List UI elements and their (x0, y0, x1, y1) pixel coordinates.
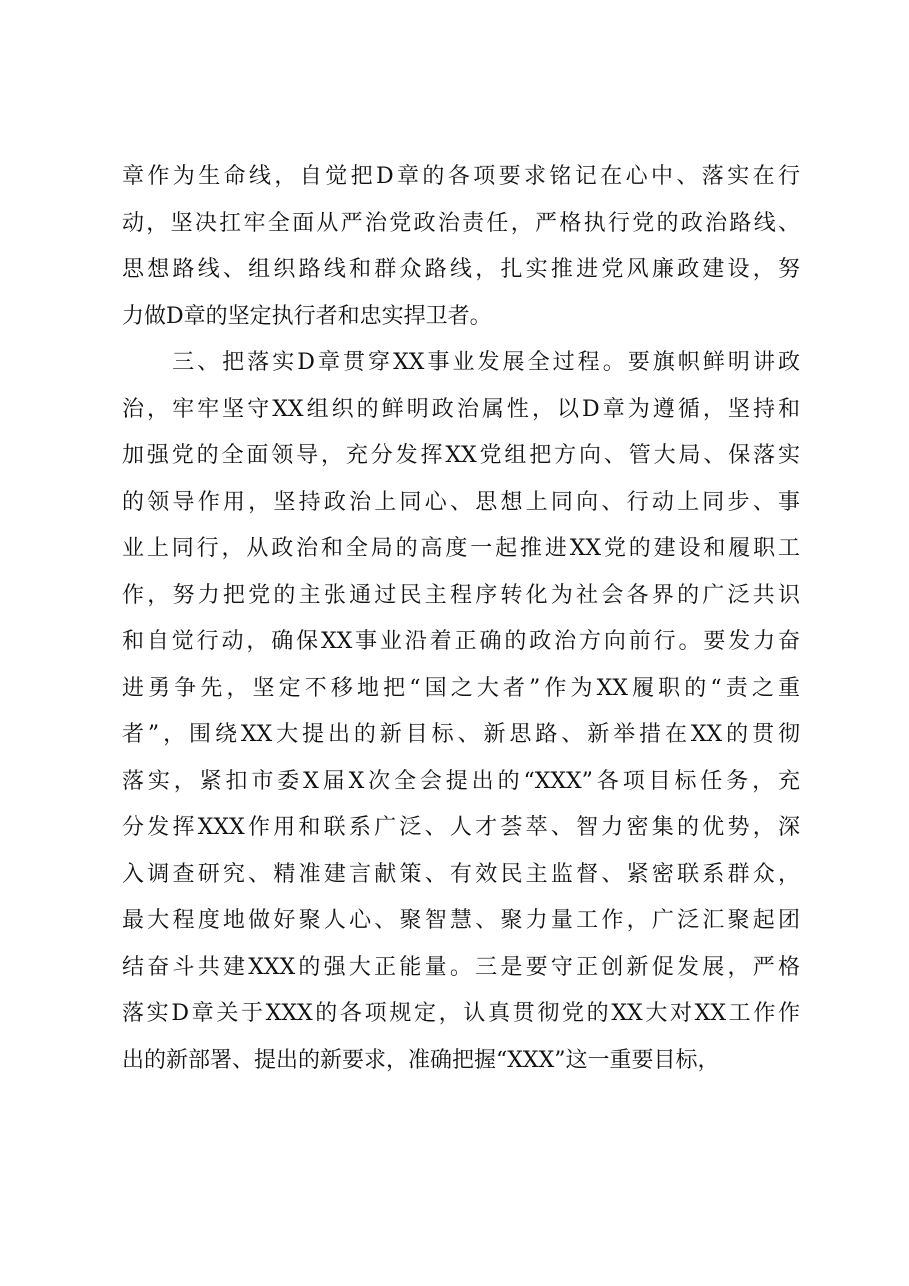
text-line: 和自觉行动，确保XX事业沿着正确的政治方向前行。要发力奋 (122, 629, 800, 654)
text-line: 动，坚决扛牢全面从严治党政治责任，严格执行党的政治路线、 (122, 210, 800, 236)
text-line: 进勇争先，坚定不移地把“国之大者”作为XX履职的“责之重 (122, 675, 800, 701)
text-line: 结奋斗共建XXX的强大正能量。三是要守正创新促发展，严格 (122, 954, 800, 980)
text-line: 力做D章的坚定执行者和忠实捍卫者。 (122, 303, 492, 329)
text-line: 落实，紧扣市委X届X次全会提出的“XXX”各项目标任务，充 (122, 768, 800, 794)
text-line: 章作为生命线，自觉把D章的各项要求铭记在心中、落实在行 (122, 164, 800, 189)
section-heading-line: 三、把落实D章贯穿XX事业发展全过程。要旗帜鲜明讲政 (122, 350, 800, 375)
text-line: 落实D章关于XXX的各项规定，认真贯彻党的XX大对XX工作作 (122, 1001, 800, 1026)
text-line: 出的新部署、提出的新要求，准确把握“XXX”这一重要目标， (122, 1047, 720, 1073)
text-line: 者”，围绕XX大提出的新目标、新思路、新举措在XX的贯彻 (122, 722, 800, 747)
text-line: 治，牢牢坚守XX组织的鲜明政治属性，以D章为遵循，坚持和 (122, 396, 800, 422)
text-line: 作，努力把党的主张通过民主程序转化为社会各界的广泛共识 (122, 582, 800, 608)
text-line: 入调查研究、精准建言献策、有效民主监督、紧密联系群众， (122, 861, 800, 887)
body-text (122, 154, 800, 1084)
text-line: 思想路线、组织路线和群众路线，扎实推进党风廉政建设，努 (122, 257, 800, 282)
text-line: 加强党的全面领导，充分发挥XX党组把方向、管大局、保落实 (122, 443, 800, 468)
text-line: 最大程度地做好聚人心、聚智慧、聚力量工作，广泛汇聚起团 (122, 908, 800, 933)
text-line: 分发挥XXX作用和联系广泛、人才荟萃、智力密集的优势，深 (122, 815, 800, 840)
text-line: 的领导作用，坚持政治上同心、思想上同向、行动上同步、事 (122, 489, 800, 515)
text-line: 业上同行，从政治和全局的高度一起推进XX党的建设和履职工 (122, 536, 800, 561)
